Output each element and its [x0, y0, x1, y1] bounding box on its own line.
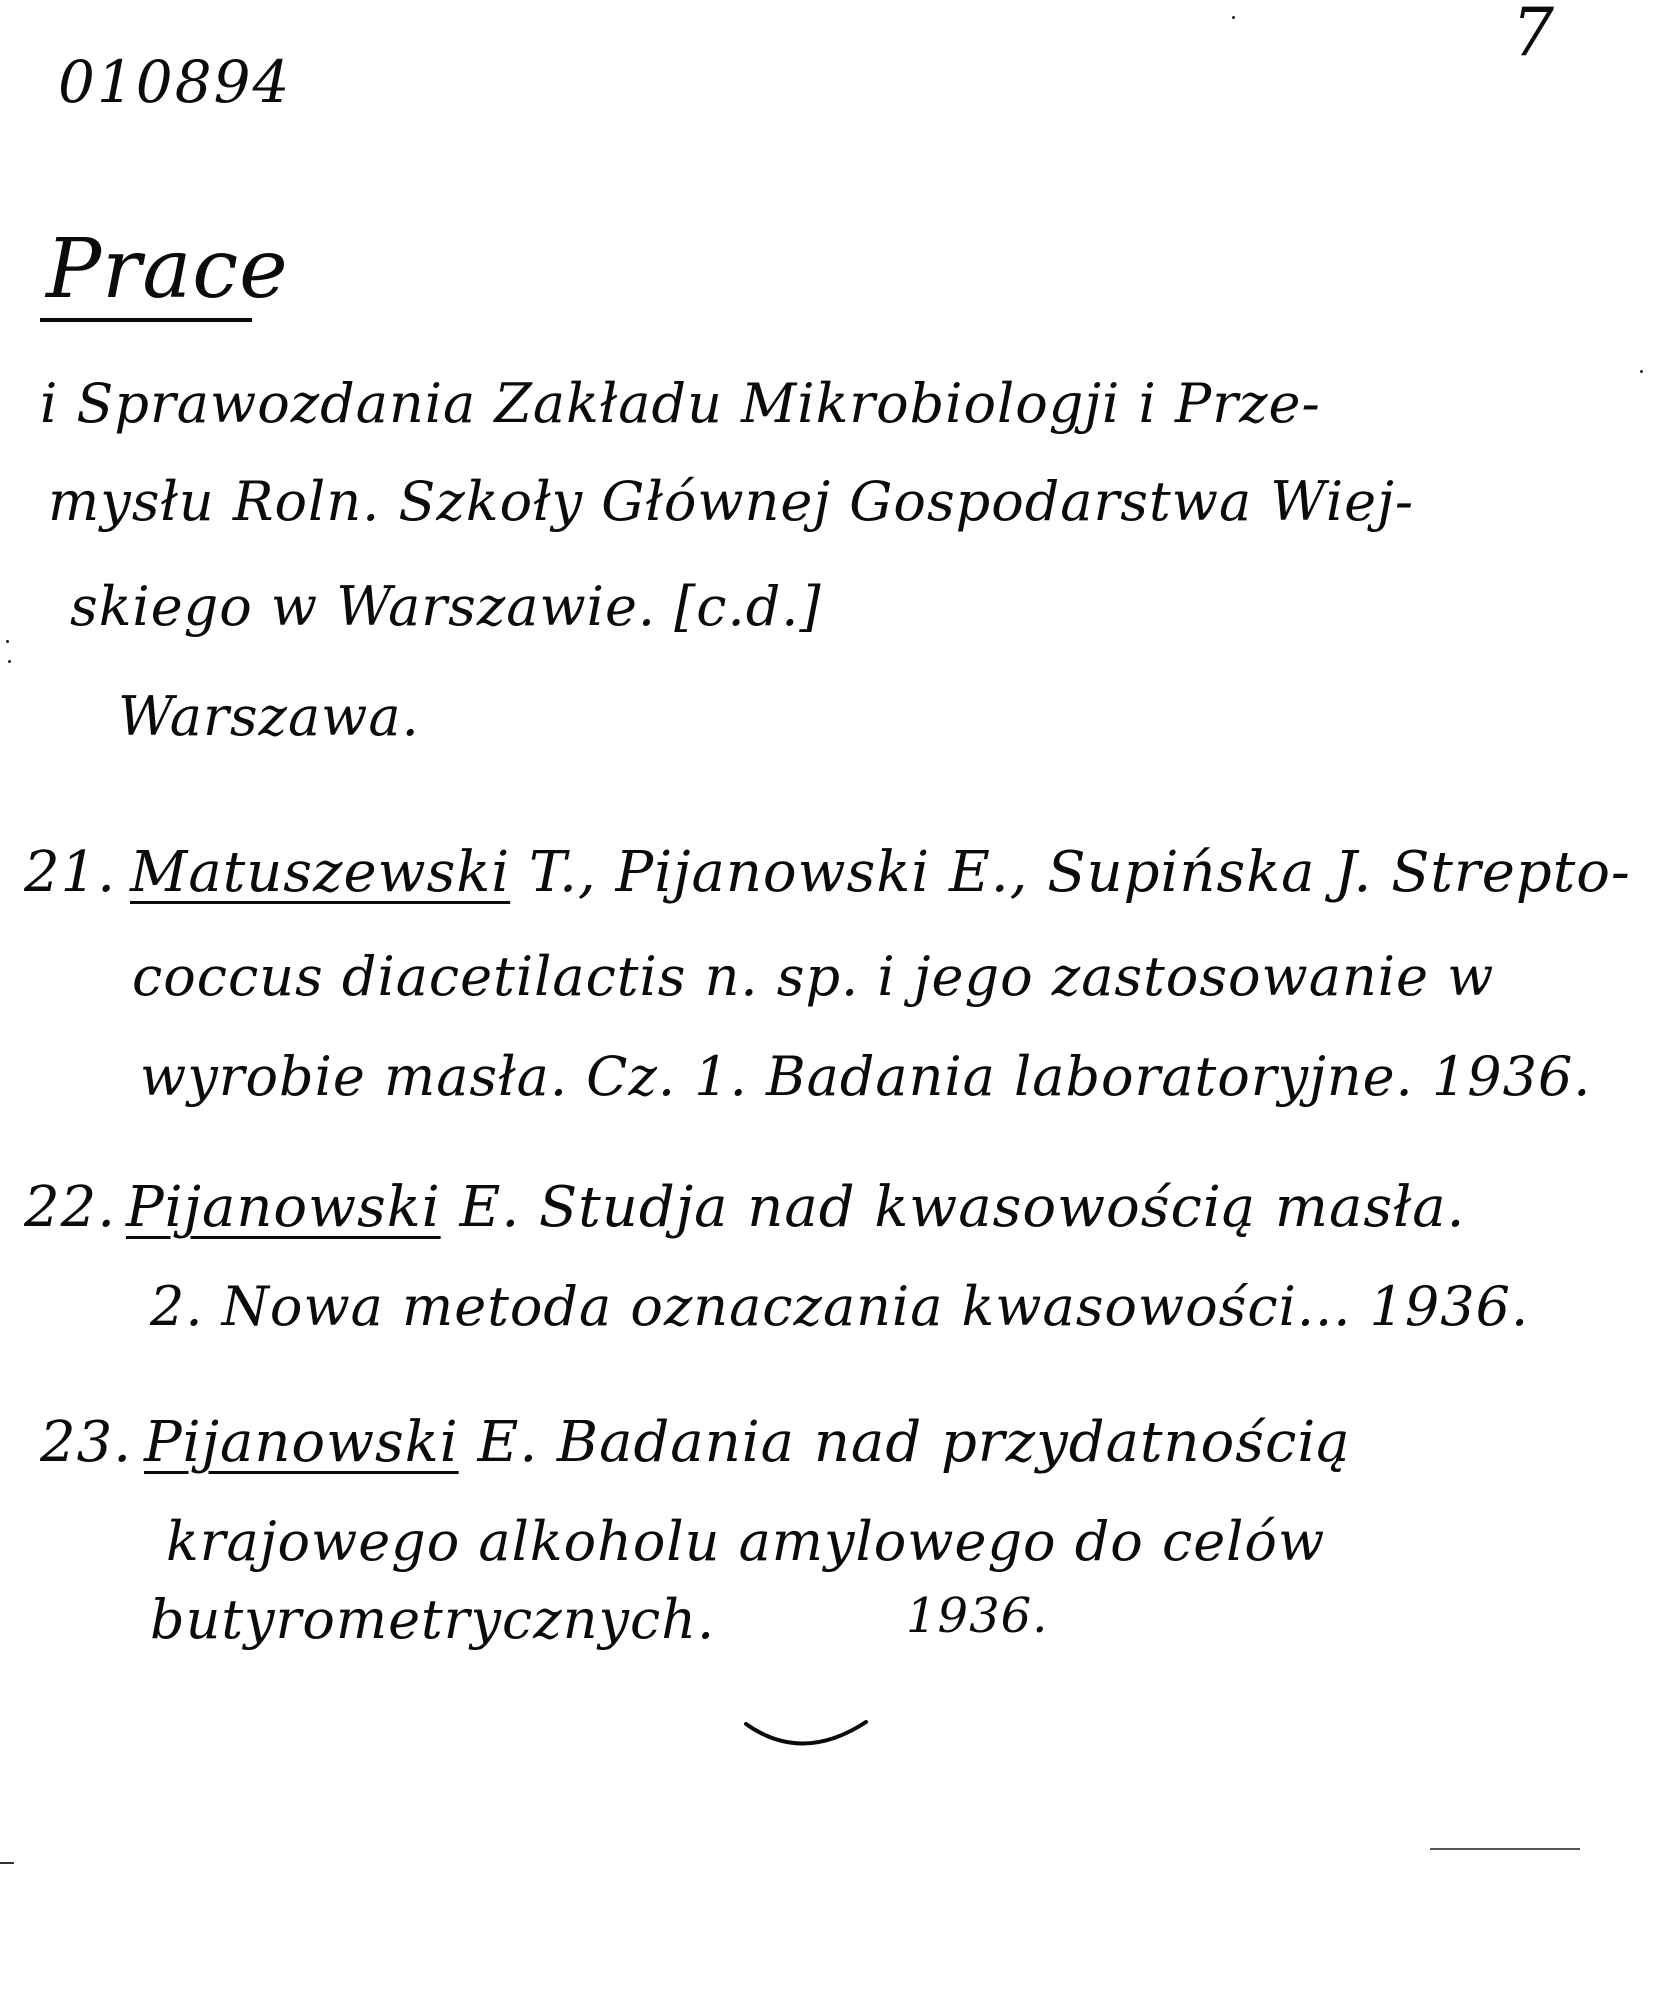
entry-22-author: Pijanowski: [126, 1175, 441, 1240]
entry-23-line-3: butyrometrycznych.: [150, 1588, 716, 1651]
entry-22-line-1-rest: E. Studja nad kwasowością masła.: [440, 1175, 1466, 1240]
paper-speck: [8, 660, 11, 663]
entry-23-number: 23.: [40, 1410, 133, 1475]
entry-21-line-1-rest: T., Pijanowski E., Supińska J. Strepto-: [510, 840, 1631, 905]
series-subtitle-line-1: i Sprawozdania Zakładu Mikrobiologji i Prze-: [40, 372, 1321, 435]
series-subtitle-line-2: mysłu Roln. Szkoły Głównej Gospodarstwa Wiej-: [48, 470, 1415, 533]
series-title: Prace: [46, 222, 289, 317]
entry-21-line-1: [130, 840, 1631, 905]
margin-mark-right: [1430, 1848, 1580, 1850]
paper-speck: [1232, 16, 1235, 19]
entry-23-line-1-rest: E. Badania nad przydatnością: [458, 1410, 1351, 1475]
closing-flourish-mark: [742, 1716, 872, 1756]
entry-22-line-2: 2. Nowa metoda oznaczania kwasowości... 1936.: [150, 1275, 1530, 1338]
entry-22-number: 22.: [24, 1175, 117, 1240]
entry-23-author: Pijanowski: [144, 1410, 459, 1475]
margin-mark-left: [0, 1862, 14, 1864]
entry-23-line-1: [144, 1410, 1351, 1475]
entry-21-line-3: wyrobie masła. Cz. 1. Badania laboratoryjne. 1936.: [140, 1045, 1592, 1108]
place-of-publication: Warszawa.: [118, 685, 420, 748]
entry-21-number: 21.: [24, 840, 117, 905]
entry-22-line-1: [126, 1175, 1465, 1240]
card-id-number: 010894: [58, 48, 292, 116]
series-subtitle-line-3: skiego w Warszawie. [c.d.]: [70, 575, 822, 638]
entry-23-year: 1936.: [906, 1588, 1049, 1644]
title-underline: [40, 318, 252, 322]
entry-21-line-2: coccus diacetilactis n. sp. i jego zastosowanie w: [132, 945, 1495, 1008]
page-number: 7: [1512, 0, 1555, 71]
paper-speck: [1640, 370, 1643, 373]
paper-speck: [6, 640, 9, 643]
entry-23-line-2: krajowego alkoholu amylowego do celów: [166, 1510, 1326, 1573]
entry-21-author: Matuszewski: [130, 840, 511, 905]
